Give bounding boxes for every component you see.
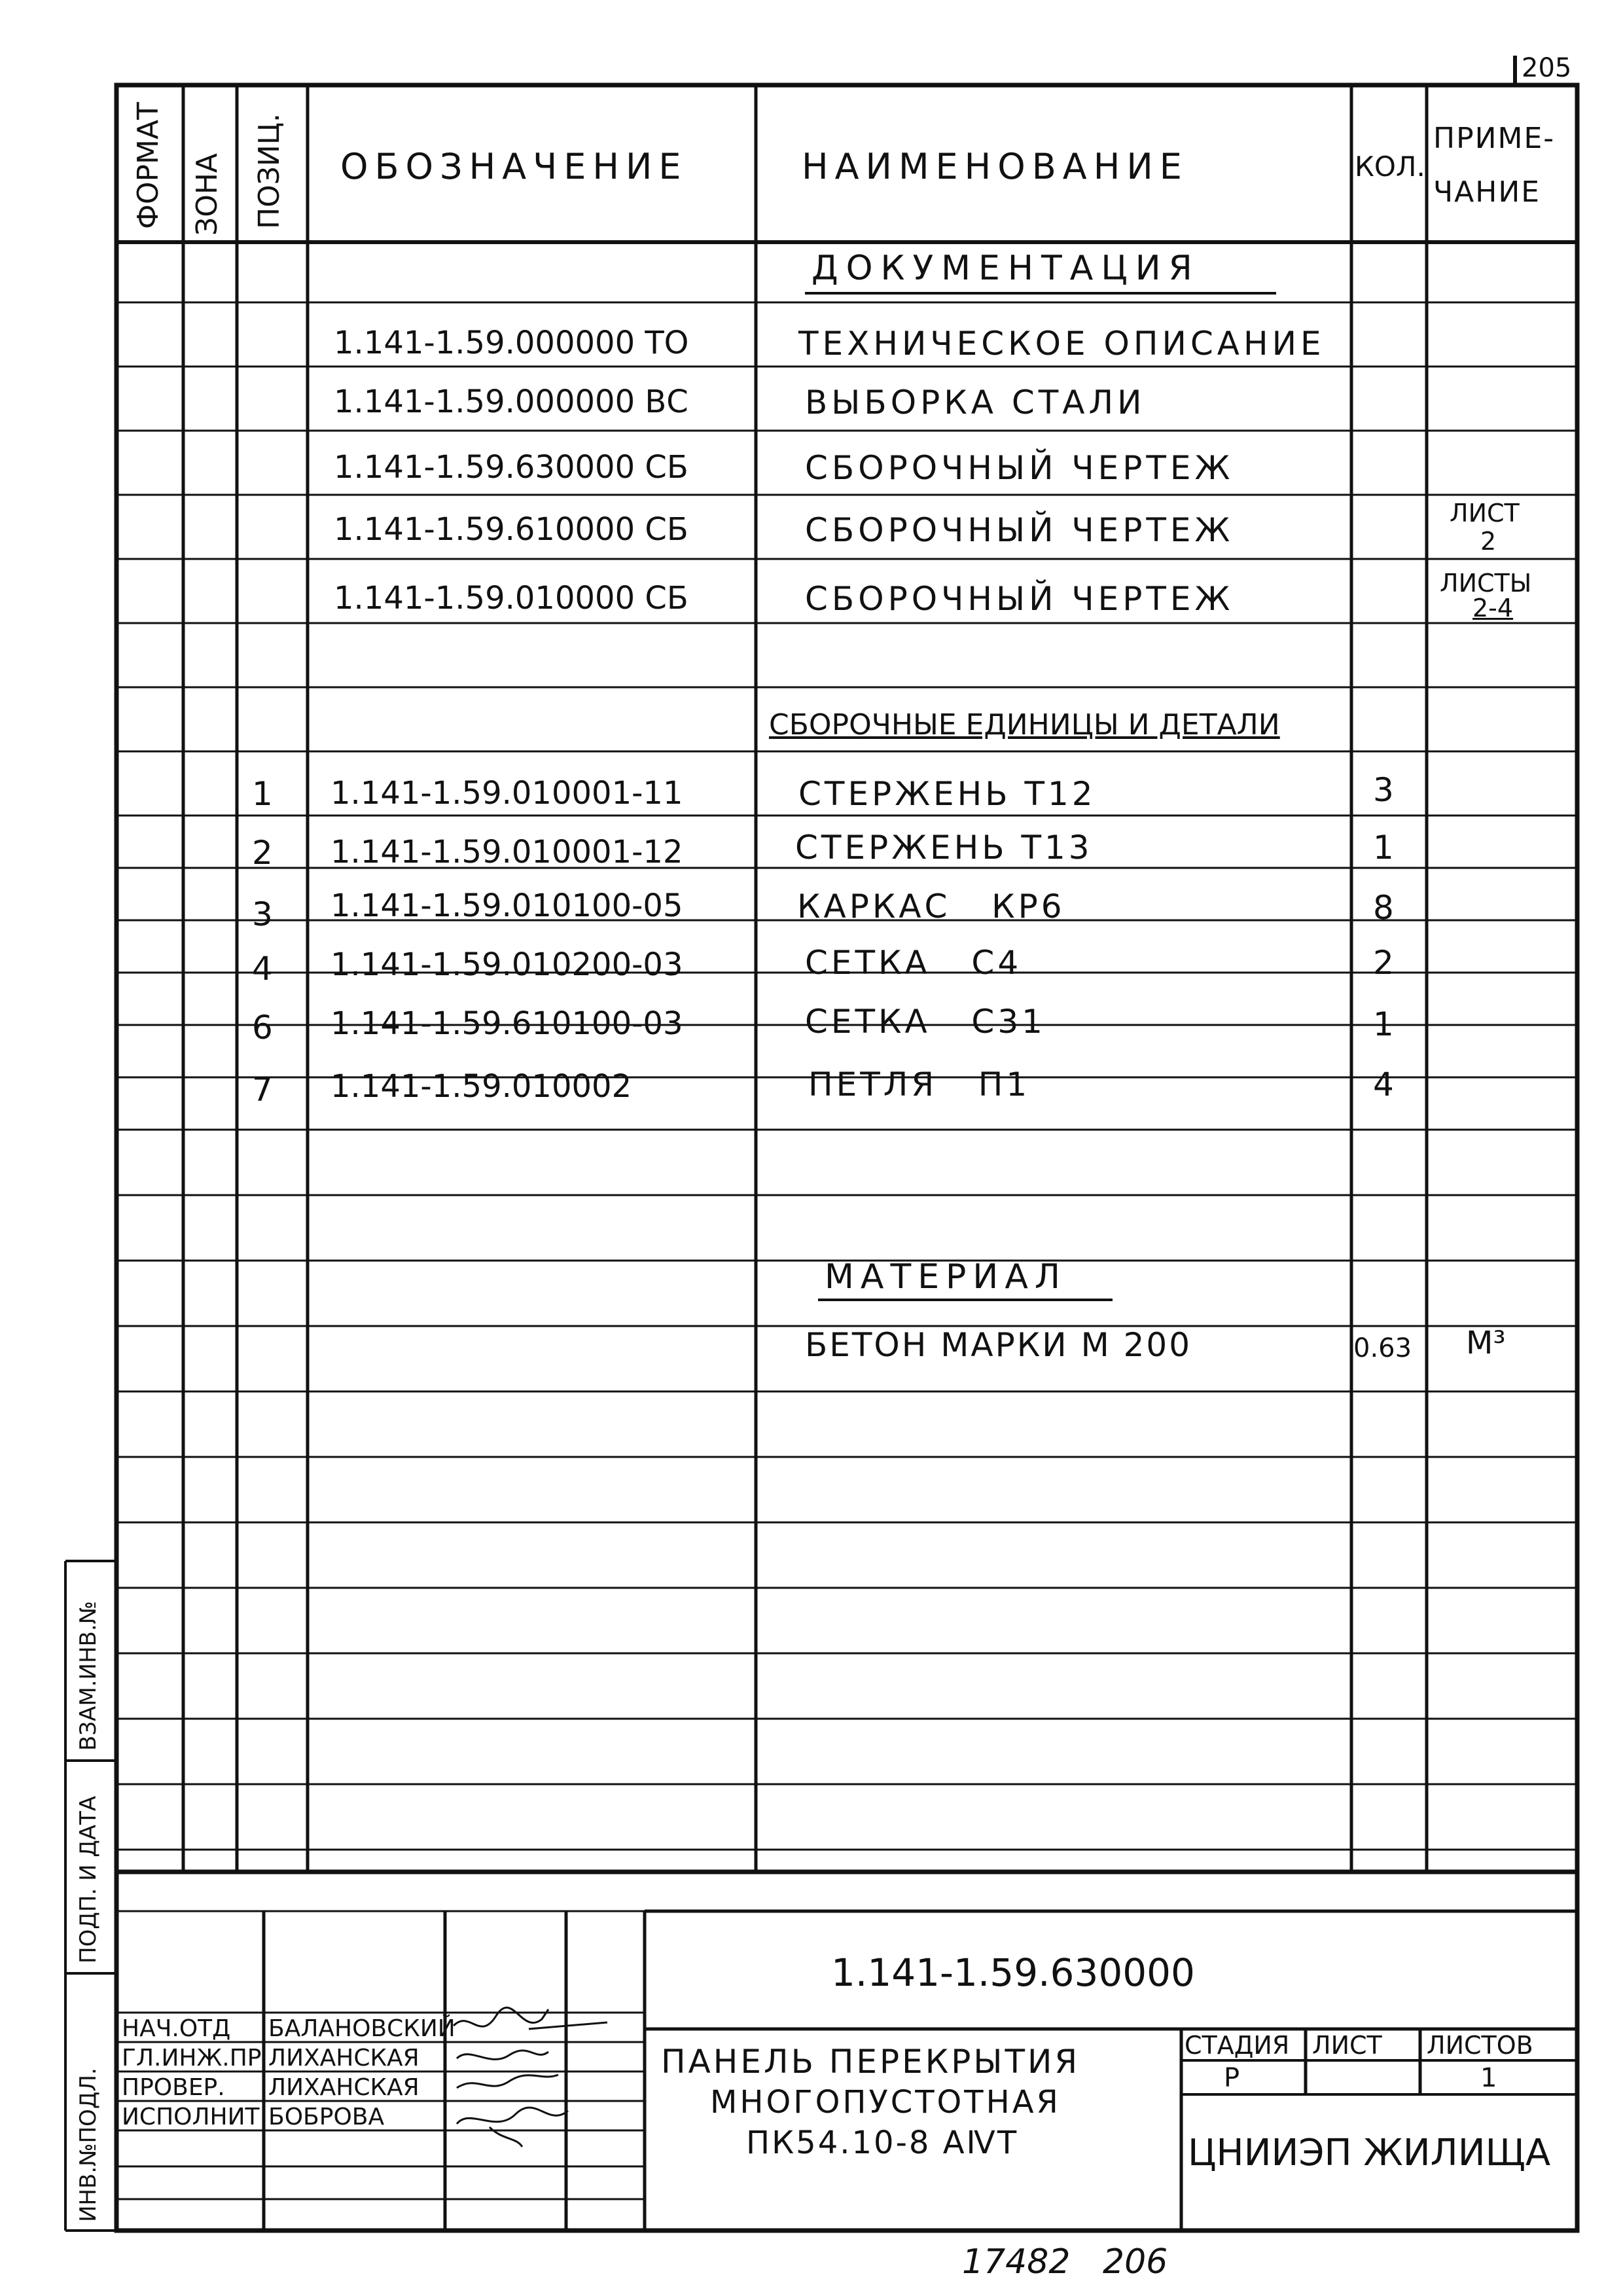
part-designation: 1.141-1.59.010100-05 <box>330 888 683 924</box>
doc-name: СБОРОЧНЫЙ ЧЕРТЕЖ <box>805 580 1234 618</box>
doc-designation: 1.141-1.59.010000 СБ <box>334 580 688 617</box>
doc-note: ЛИСТ <box>1450 499 1520 528</box>
part-position: 6 <box>252 1009 273 1047</box>
title-line-2: МНОГОПУСТОТНАЯ <box>710 2084 1061 2121</box>
part-quantity: 8 <box>1373 889 1394 927</box>
section-documentation: ДОКУМЕНТАЦИЯ <box>812 249 1200 288</box>
header-note-line1: ПРИМЕ- <box>1433 122 1556 155</box>
margin-swap-inventory: ВЗАМ.ИНВ.№ <box>75 1600 101 1751</box>
staff-name: ЛИХАНСКАЯ <box>268 2074 419 2101</box>
material-unit: М³ <box>1466 1325 1506 1361</box>
title-line-3: ПК54.10-8 АⅣТ <box>746 2125 1019 2161</box>
part-position: 3 <box>252 895 273 933</box>
part-quantity: 3 <box>1373 771 1394 809</box>
section-material: МАТЕРИАЛ <box>825 1257 1067 1297</box>
header-position: ПОЗИЦ. <box>253 113 286 229</box>
part-designation: 1.141-1.59.010001-11 <box>330 775 683 812</box>
doc-designation: 1.141-1.59.630000 СБ <box>334 449 688 486</box>
part-designation: 1.141-1.59.010200-03 <box>330 946 683 983</box>
section-assembly-units: СБОРОЧНЫЕ ЕДИНИЦЫ И ДЕТАЛИ <box>769 708 1280 742</box>
part-position: 2 <box>252 834 273 872</box>
header-name: НАИМЕНОВАНИЕ <box>802 146 1188 187</box>
footer-note: 17482 206 <box>962 2242 1168 2282</box>
document-code: 1.141-1.59.630000 <box>831 1950 1195 1995</box>
staff-name: ЛИХАНСКАЯ <box>268 2045 419 2072</box>
part-quantity: 1 <box>1373 1005 1394 1043</box>
header-zone: ЗОНА <box>190 152 224 236</box>
part-quantity: 4 <box>1373 1066 1394 1103</box>
sheets-value: 1 <box>1480 2063 1497 2093</box>
staff-role: НАЧ.ОТД <box>122 2015 231 2042</box>
stage-label: СТАДИЯ <box>1185 2031 1290 2060</box>
part-name: СТЕРЖЕНЬ Т13 <box>795 829 1093 867</box>
part-name: ПЕТЛЯ П1 <box>808 1066 1031 1103</box>
doc-designation: 1.141-1.59.000000 ВС <box>334 384 688 420</box>
part-position: 1 <box>252 775 273 813</box>
doc-name: ВЫБОРКА СТАЛИ <box>805 384 1146 422</box>
header-designation: ОБОЗНАЧЕНИЕ <box>340 146 688 187</box>
doc-name: СБОРОЧНЫЙ ЧЕРТЕЖ <box>805 449 1234 487</box>
part-name: СЕТКА С4 <box>805 944 1022 982</box>
staff-role: ПРОВЕР. <box>122 2074 225 2101</box>
material-name: БЕТОН МАРКИ М 200 <box>805 1326 1192 1364</box>
margin-sign-date: ПОДП. И ДАТА <box>75 1795 101 1964</box>
part-designation: 1.141-1.59.010001-12 <box>330 834 683 870</box>
signatures <box>450 1983 614 2153</box>
staff-name: БАЛАНОВСКИЙ <box>268 2015 455 2042</box>
doc-name: СБОРОЧНЫЙ ЧЕРТЕЖ <box>805 511 1234 549</box>
organization: ЦНИИЭП ЖИЛИЩА <box>1188 2132 1551 2174</box>
material-quantity: 0.63 <box>1353 1333 1412 1363</box>
doc-designation: 1.141-1.59.000000 ТО <box>334 325 689 361</box>
part-designation: 1.141-1.59.610100-03 <box>330 1005 683 1042</box>
part-position: 7 <box>252 1071 273 1109</box>
page-number: 205 <box>1522 53 1572 83</box>
doc-designation: 1.141-1.59.610000 СБ <box>334 511 688 548</box>
part-designation: 1.141-1.59.010002 <box>330 1068 632 1105</box>
sheets-label: ЛИСТОВ <box>1427 2031 1533 2060</box>
stage-value: Р <box>1224 2063 1240 2093</box>
part-quantity: 1 <box>1373 829 1394 867</box>
title-line-1: ПАНЕЛЬ ПЕРЕКРЫТИЯ <box>661 2043 1080 2081</box>
doc-note-value: 2-4 <box>1472 594 1514 622</box>
doc-note-value: 2 <box>1480 527 1497 556</box>
header-format: ФОРМАТ <box>132 102 165 229</box>
part-name: СТЕРЖЕНЬ Т12 <box>798 775 1096 813</box>
part-name: СЕТКА С31 <box>805 1003 1046 1041</box>
header-quantity: КОЛ. <box>1355 151 1425 183</box>
staff-name: БОБРОВА <box>268 2104 385 2130</box>
part-position: 4 <box>252 950 273 988</box>
header-note-line2: ЧАНИЕ <box>1433 175 1541 209</box>
part-quantity: 2 <box>1373 944 1394 982</box>
margin-inventory-original: ИНВ.№ПОДЛ. <box>75 2068 101 2222</box>
staff-role: ГЛ.ИНЖ.ПР <box>122 2045 262 2072</box>
staff-role: ИСПОЛНИТ <box>122 2104 260 2130</box>
part-name: КАРКАС КР6 <box>797 888 1065 925</box>
doc-name: ТЕХНИЧЕСКОЕ ОПИСАНИЕ <box>798 325 1325 363</box>
sheet-label: ЛИСТ <box>1312 2031 1382 2060</box>
doc-note: ЛИСТЫ <box>1440 569 1532 598</box>
